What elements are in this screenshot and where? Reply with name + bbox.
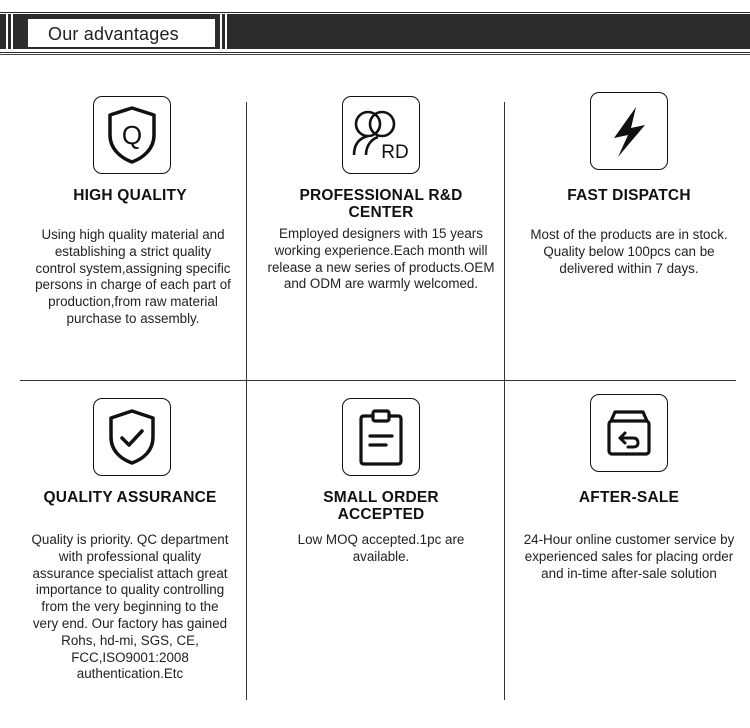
feature-title-high-quality: HIGH QUALITY: [73, 187, 187, 204]
return-box-icon: [590, 394, 668, 472]
svg-text:Q: Q: [121, 120, 143, 150]
grid-divider-vertical: [504, 102, 505, 700]
rd-people-icon: [342, 96, 420, 174]
feature-title-small-order: SMALL ORDER ACCEPTED: [323, 489, 439, 523]
feature-title-fast-dispatch: FAST DISPATCH: [567, 187, 691, 204]
banner-stripe: [6, 14, 8, 49]
svg-text:RD: RD: [381, 142, 409, 163]
lightning-icon: [590, 92, 668, 170]
page-title: Our advantages: [48, 24, 179, 44]
grid-divider-horizontal: [20, 380, 736, 381]
shield-q-icon: [93, 96, 171, 174]
feature-title-after-sale: AFTER-SALE: [578, 489, 680, 506]
shield-check-icon: [93, 398, 171, 476]
feature-description-rd-center: Employed designers with 15 years working experience.Each month will release a new series of products.OEM and ODM are warmly welcomed.: [267, 226, 495, 292]
banner-stripe: [11, 14, 13, 49]
feature-title-quality-assurance: QUALITY ASSURANCE: [43, 489, 217, 506]
feature-description-fast-dispatch: Most of the products are in stock. Quality below 100pcs can be delivered within 7 days.: [530, 227, 728, 276]
feature-description-high-quality: Using high quality material and establishing a strict quality control system,assigning specific persons in charge of each part of production,from raw material purchase to assembly.: [35, 227, 231, 326]
feature-description-quality-assurance: Quality is priority. QC department with professional quality assurance specialist attach great importance to quality controlling from the very beginning to the very end. Our factory has gained Rohs, hd-mi, SGS, CE, FCC,ISO9001:2008 authentication.Etc: [31, 532, 229, 682]
clipboard-icon: [342, 398, 420, 476]
banner-stripe: [220, 14, 222, 49]
banner-divider: [0, 54, 750, 55]
feature-description-after-sale: 24-Hour online customer service by experienced sales for placing order and in-time after-sale solution: [523, 532, 735, 581]
grid-divider-vertical: [246, 102, 247, 700]
banner-stripe: [225, 14, 227, 49]
feature-title-rd-center: PROFESSIONAL R&D CENTER: [299, 187, 463, 221]
feature-description-small-order: Low MOQ accepted.1pc are available.: [297, 532, 465, 564]
